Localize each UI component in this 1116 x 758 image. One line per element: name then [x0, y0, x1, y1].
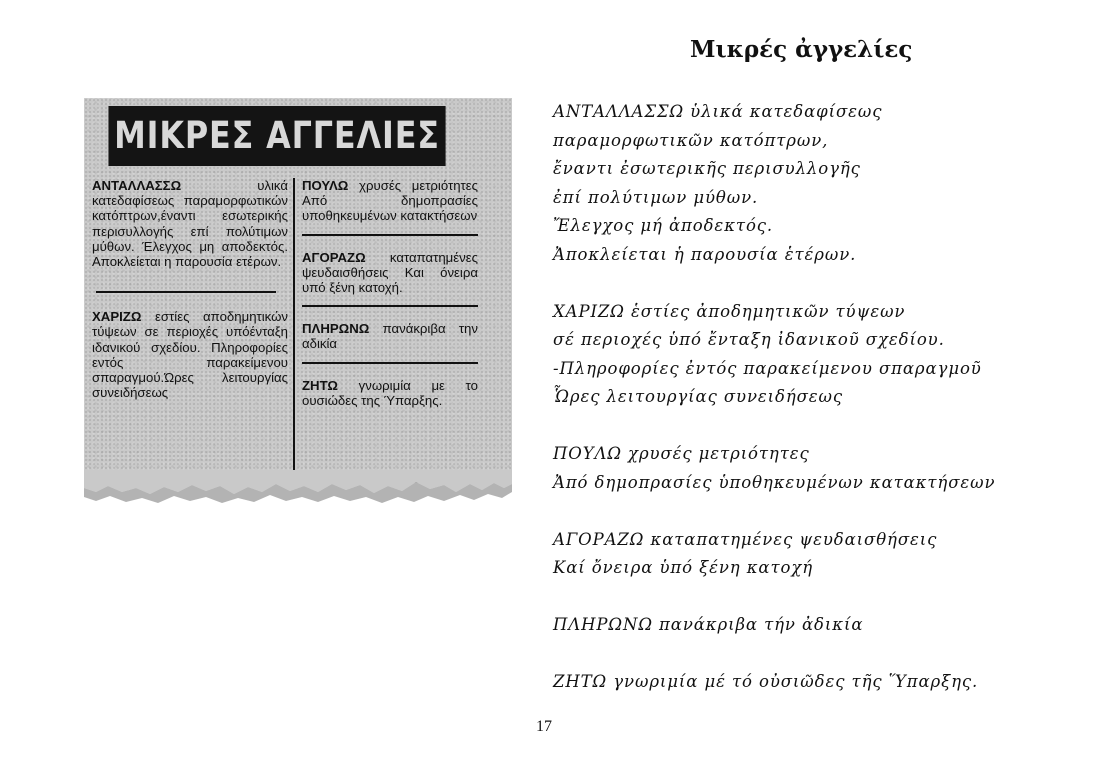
stanza	[553, 440, 1093, 497]
ad-text: πανάκριβα την αδικία	[302, 321, 478, 352]
poem-line: σέ περιοχές ὑπό ἔνταξη ἰδανικοῦ σχεδίου.	[553, 330, 945, 349]
ad-keyword: ΧΑΡΙΖΩ	[92, 309, 142, 325]
ad-text: υλικά κατεδαφίσεως παραμορφωτικών κατόπτρων,έναντι εσωτερικής περισυλλογής επί πολύτιμων μύθων. Έλεγχος μη αποδεκτός. Αποκλείεται η παρουσία ετέρων.	[92, 178, 288, 270]
page-number: 17	[536, 718, 552, 735]
poem-line: ΖΗΤΩ γνωριμία μέ τό οὐσιῶδες τῆς Ὕπαρξης.	[553, 672, 979, 691]
poem-line: Ἔλεγχος μή ἀποδεκτός.	[553, 216, 774, 235]
newspaper-clipping	[84, 98, 512, 506]
ad-sell	[302, 178, 478, 224]
page-title: Μικρές ἀγγελίες	[690, 36, 913, 63]
ad-keyword: ΑΝΤΑΛΛΑΣΣΩ	[92, 178, 182, 193]
column-divider	[293, 178, 295, 470]
poem-line: ἔναντι ἐσωτερικῆς περισυλλογῆς	[553, 159, 861, 178]
poem-line: Ἀποκλείεται ἡ παρουσία ἑτέρων.	[553, 244, 857, 264]
ad-keyword: ΠΟΥΛΩ	[302, 178, 349, 193]
stanza	[553, 526, 1093, 583]
ad-give	[92, 309, 288, 400]
divider	[302, 305, 478, 307]
ad-text: καταπατημένες ψευδαισθήσεις Και όνειρα υπό ξένη κατοχή.	[302, 249, 478, 296]
stanza	[553, 98, 1093, 269]
poem-line: -Πληροφορίες ἐντός παρακείμενου σπαραγμοῦ	[553, 358, 982, 378]
poem-line: ΑΝΤΑΛΛΑΣΣΩ ὑλικά κατεδαφίσεως	[553, 102, 883, 121]
poem-line: Ἀπό δημοπρασίες ὑποθηκευμένων κατακτήσεων	[553, 472, 996, 492]
torn-edge	[84, 470, 512, 506]
divider	[96, 291, 276, 293]
ad-text: χρυσές μετριότητες Από δημοπρασίες υποθηκευμένων κατακτήσεων	[302, 178, 478, 224]
divider	[302, 234, 478, 236]
ad-keyword: ΖΗΤΩ	[302, 377, 338, 393]
stanza	[553, 668, 1093, 697]
poem	[553, 98, 1093, 725]
clipping-left-column	[92, 178, 288, 400]
ad-pay	[302, 321, 478, 351]
ad-text: εστίες αποδημητικών τύψεων σε περιοχές υπόένταξη ιδανικού σχεδίου. Πληροφορίες εντός παρακείμενου σπαραγμού.Ώρες λειτουργίας συνειδήσεως	[92, 309, 288, 401]
poem-line: Καί ὄνειρα ὑπό ξένη κατοχή	[553, 558, 814, 577]
ad-text: γνωριμία με το ουσιώδες της Ύπαρξης.	[302, 377, 478, 408]
ad-keyword: ΠΛΗΡΩΝΩ	[302, 321, 370, 337]
ad-buy	[302, 250, 478, 296]
stanza	[553, 611, 1093, 640]
ad-seek	[302, 378, 478, 408]
poem-line: παραμορφωτικῶν κατόπτρων,	[553, 130, 829, 150]
ad-exchange	[92, 178, 288, 269]
poem-line: ΧΑΡΙΖΩ ἑστίες ἀποδημητικῶν τύψεων	[553, 301, 906, 321]
poem-line: ΠΛΗΡΩΝΩ πανάκριβα τήν ἀδικία	[553, 615, 864, 634]
poem-line: ΠΟΥΛΩ χρυσές μετριότητες	[553, 444, 810, 463]
stanza	[553, 298, 1093, 412]
poem-line: ἐπί πολύτιμων μύθων.	[553, 187, 759, 207]
divider	[302, 362, 478, 364]
ad-keyword: ΑΓΟΡΑΖΩ	[302, 249, 366, 265]
poem-line: ΑΓΟΡΑΖΩ καταπατημένες ψευδαισθήσεις	[553, 529, 938, 549]
clipping-right-column	[302, 178, 478, 408]
poem-line: Ὧρες λειτουργίας συνειδήσεως	[553, 387, 844, 406]
clipping-headline: ΜΙΚΡΕΣ ΑΓΓΕΛΙΕΣ	[108, 106, 445, 166]
